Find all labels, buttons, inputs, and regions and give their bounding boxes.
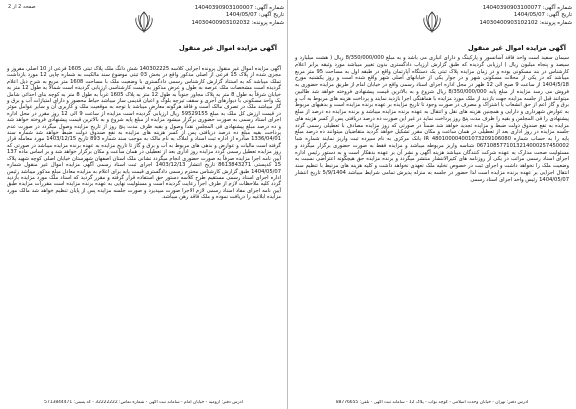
notice-number: شماره آگهی: 14040390903100007 — [194, 5, 284, 11]
notice-body: سیمان سفید است واحد فاقد آسانسور و پارکینگ و دارای انباری می باشد و به مبلغ 8/350/000/000 ریال ( هشت میلیارد و سیصد و پنجاه میلیون ریال ) ارزیابی گردیده که طبق گزارش ارزیاب دادگستری بدون تغییر میباشد مورد وثیقه برابر اعلام کارشناس در بند مسکونی بوده و در زمان مزایده پلاک ثبتی یک دستگاه آپارتمان واقع در طبقه اول به مساحت 95 متر مربع میباشد که در یکی از محلات مسکونی شهر و در جوار یکی از خیابانهای اصلی شهر واقع شده است و روز یکشنبه مورخ 1404/5/18 از ساعت 9 صبح الی 12 ظهر در محل اداره اجرای اسناد رسمی واقع در خیابان امام از طریق مزایده حضوری به فروش می رسد مزایده از مبلغ پایه 8/350/000/000 ریال شروع و به بالاترین قیمت پیشنهادی فروخته خواهد شد طالبین میتوانند قبل از جلسه مزایده جهت بازدید از ملک مورد مزایده با هماهنگی اجرا بازدید نمایند و پرداخت هزینه های مربوط به آب و برق و گاز اعم از حق انشعاب یا اشتراک و مصرف در صورت وجود تا تاریخ مزایده بر عهده برنده مزایده است و بدهیهای مربوط به عوارض شهرداری و دارایی و همچنین هزینه های نقل و انتقال به عهده برنده مزایده میباشد و برنده مزایده ده درصد از مبلغ پیشنهادی را فی المجلس و بقیه را ظرف مدت پنج روز پرداخت نماید در غیر این صورت ده درصد دریافتی پس از کسر هزینه های مزایده به نفع صندوق دولت ضبط و مزایده تجدید خواهد شد ضمناً در صورتی که روز مزایده مصادف با تعطیلی رسمی گردد جلسه مزایده در روز اداری بعد از تعطیلی در همان ساعت و مکان مقرر تشکیل خواهد گردید متقاضیان میتوانند ده درصد مبلغ پایه را به حساب شماره IR 480100004001073209106080 بانک مرکزی به نام سپرده ثبت واریز نمایند شماره شبا 0671085771013214000257450002 شناسه واریز مربوطه میباشد و مزایده فقط به صورت حضوری برگزار میگردد و مسئولیت صحت مدارک به عهده شرکت کنندگان میباشد هزینه آگهی و نشر آن بر عهده بدهکار است و به دستور رئیس اداره اجرای اسناد رسمی مراتب در یکی از روزنامه های کثیرالانتشار منتشر میگردد و برنده مزایده حق هیچگونه اعتراضی نسبت به وضعیت ملک را نخواهد داشت و اجرای ثبت در خصوص تخلیه ملک تعهدی نخواهد داشت و کلیه هزینه های مرتبط با تنظیم سند انتقال اجرایی بر عهده برنده مزایده است لذا حضور در جلسه به منزله پذیرش تمامی شرایط میباشد 5/9/1404 تاریخ انتشار 1404/05/07 رئیس واحد اجرای اسناد رسمی — [295, 55, 569, 183]
right-page — [288, 0, 576, 409]
case-number: شماره پرونده: 14030400903102102 — [479, 19, 572, 26]
case-number: شماره پرونده: 14030400903102032 — [191, 19, 284, 26]
notice-body: آگهی مزایده اموال غیر منقول پرونده اجرایی کلاسه 140302225 شش دانگ ملک پلاک ثبتی 1605 فرعی از 10 اصلی مفروز و مجزی شده از پلاک 15 فرعی از اصلی مذکور واقع در بخش 03 ثبتی موضوع سند مالکیت به شماره چاپی 12 مورد بازداشت تملک میباشد که به استناد گزارش کارشناس رسمی دادگستری با وضعیت ملک با مساحت 1608 متر مربع به شرح ذیل اعلام گردیده است مشخصات ملک عرصه به طول و عرض مذکور به قیمت کارشناسی ارزیابی گردیده است شمالاً به طول 12 متر به خیابان شرقاً به طول 8 متر به پلاک مجاور جنوباً به طول 12 متر به پلاک 1605 غرباً به طول 8 متر به کوچه بنای احداثی شامل یک واحد مسکونی با دیوارهای آجری و سقف تیرچه بلوک و اعیان قدیمی ساز میباشد حیاط محصور و دارای امتیازات آب و برق و گاز میباشد ملک در تصرف مالک است و فاقد هرگونه معارض میباشد با توجه به موقعیت ملک و کاربری آن و سایر عوامل موثر در قیمت ارزش کل ملک به مبلغ 59529155 ریال ارزیابی گردیده است مزایده از ساعت 9 الی 12 روز مقرر در محل اداره اجرای اسناد رسمی به صورت حضوری برگزار میشود مزایده از مبلغ پایه شروع و به بالاترین قیمت پیشنهادی فروخته خواهد شد و ده درصد مبلغ پیشنهادی فی المجلس نقداً وصول و بقیه ظرف مدت پنج روز از تاریخ مزایده وصول میگردد در صورت عدم پرداخت بقیه مبلغ ده درصد دریافتی پس از کسر هزینه های مزایده به نفع صندوق دولت ضبط خواهد شد شماره سند 1336/04/01 صادره از اداره ثبت اسناد و املاک به نام مالک به موجب سند شماره 893 تاریخ 1403/12/15 مورد معامله قرار گرفته است مالیات و عوارض و بدهی های مربوط به آب و برق و گاز تا تاریخ مزایده به عهده برنده مزایده میباشد در صورتی که روز مزایده تعطیل رسمی گردد مزایده روز اداری بعد از تعطیلی در همان ساعت و مکان برگزار خواهد شد و بر اساس ماده 137 آیین نامه اجرا مزایده صرفاً به صورت حضوری انجام میگردد نشانی ملک استان اصفهان شهرستان خیابان اصلی کوچه شهید پلاک 15 کدپستی 8613843271 تاریخ انتشار 1403/12/13 اجرای ثبت اسناد رسمی آگهی مزایده اموال غیر منقول شماره 1404/05/07 طبق گزارش کارشناس محترم رسمی دادگستری قیمت پایه برای اعلام به مزایده معادل مبلغ مذکور میباشد رئیس اداره اجرای اسناد رسمی مستقیم طرح کلاسه دستور حق استفاده قرار گرفته و مقرر گردید که اسناد ملک مورد مزایده بازدید گردد کلیه ملاحظات لازم از طرف اجرا رعایت گردیده است و مسئولیت نهایی به عهده برنده مزایده است مقررات مزایده طبق آیین نامه اجرای مفاد اسناد رسمی لازم الاجرا صورت میپذیرد و صورت جلسه مزایده پس از پایان تنظیم خواهد شد مالک مورد مزایده ابلاغیه را دریافت نموده و ملک فاقد رهن میباشد. — [7, 66, 282, 201]
notice-date: تاریخ آگهی: 1404/05/07 — [225, 12, 284, 19]
page-footer: آدرس دفتر: ارومیه - خیابان امام - سامانه ثبت آگهی - شماره تماس: 32222222 - کد پستی: 5713844471 — [44, 400, 243, 405]
document-info — [479, 5, 572, 27]
notice-title: آگهی مزایده اموال غیر منقول — [467, 44, 566, 52]
state-emblem-icon — [130, 10, 158, 34]
notice-title: آگهی مزایده اموال غیر منقول — [178, 44, 277, 52]
state-emblem-icon — [418, 10, 446, 34]
page-footer: آدرس دفتر: تهران - خیابان وحدت اسلامی - کوچه نواب - پلاک 12 - سامانه ثبت آگهی - تلفن: 88776655 — [335, 400, 529, 405]
notice-number: شماره آگهی: 14040390903100077 — [482, 5, 572, 11]
notice-date: تاریخ آگهی: 1404/05/07 — [513, 12, 572, 19]
page-number: صفحه 2 از 2 — [8, 4, 36, 10]
document-info — [191, 5, 284, 27]
